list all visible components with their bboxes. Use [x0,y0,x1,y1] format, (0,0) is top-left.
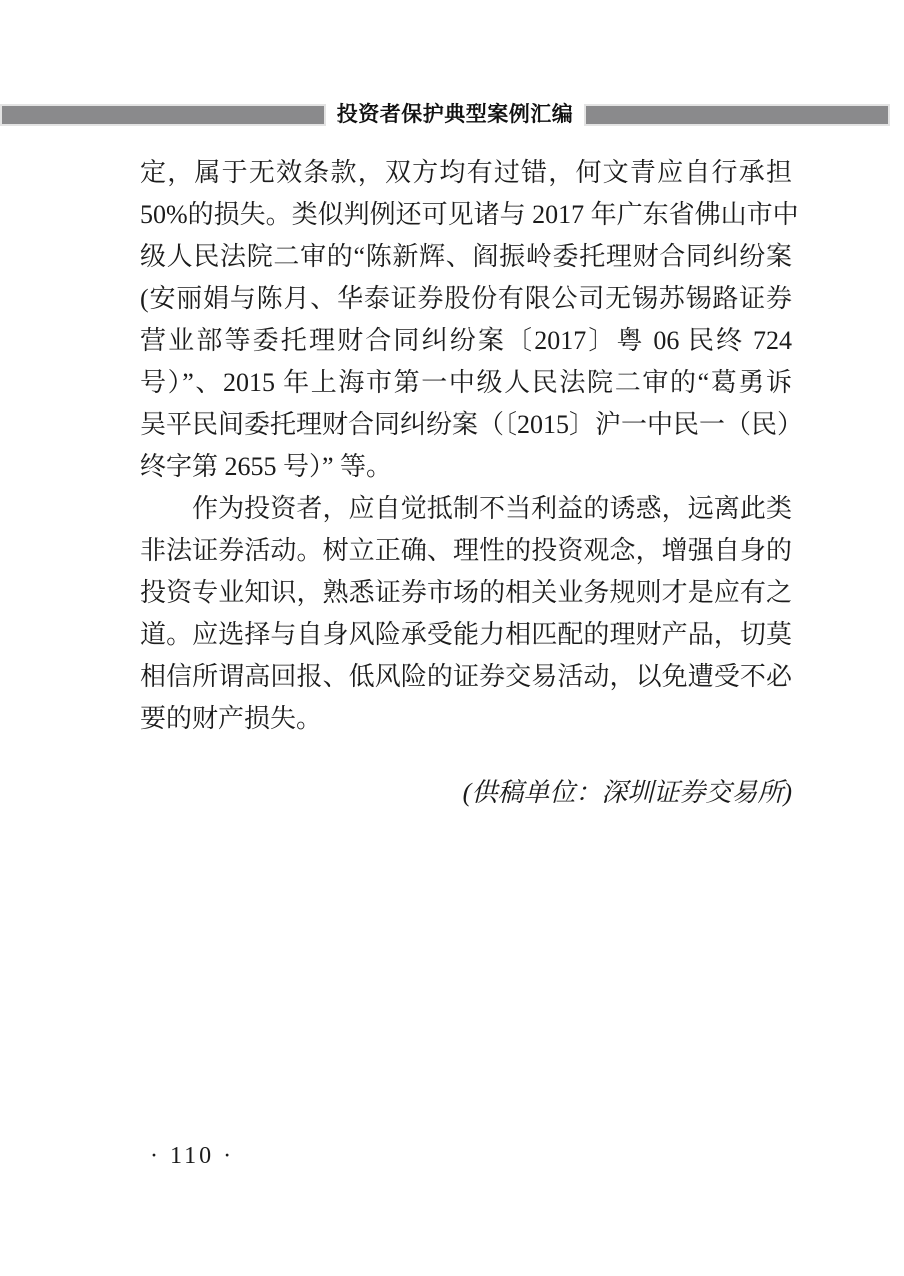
paragraph-1 [140,152,804,488]
text-line: 吴平民间委托理财合同纠纷案（〔2015〕沪一中民一（民） [140,410,804,439]
text-line: 级人民法院二审的“陈新辉、阎振岭委托理财合同纠纷案 [140,242,792,271]
text-line: 要的财产损失。 [140,704,323,733]
running-header-title: 投资者保护典型案例汇编 [336,103,574,126]
paragraph-2 [140,488,792,740]
text-line: 50%的损失。类似判例还可见诸与 2017 年广东省佛山市中 [140,200,799,229]
text-line: 非法证券活动。树立正确、理性的投资观念，增强自身的 [140,536,792,565]
header-rule-right [584,104,890,126]
text-line: 相信所谓高回报、低风险的证券交易活动，以免遭受不必 [140,662,792,691]
text-line: 号）”、2015 年上海市第一中级人民法院二审的“葛勇诉 [140,368,792,397]
header-rule-left [0,104,326,126]
text-line: (安丽娟与陈月、华泰证券股份有限公司无锡苏锡路证券 [140,284,792,313]
page-number: · 110 · [150,1143,235,1169]
text-line: 作为投资者，应自觉抵制不当利益的诱惑，远离此类 [192,494,792,523]
text-line: 道。应选择与自身风险承受能力相匹配的理财产品，切莫 [140,620,792,649]
text-line: 营业部等委托理财合同纠纷案〔2017〕粤 06 民终 724 [140,326,792,355]
text-line: 定，属于无效条款，双方均有过错，何文青应自行承担 [140,158,792,187]
text-line: 终字第 2655 号）” 等。 [140,452,393,481]
text-line: 投资专业知识，熟悉证券市场的相关业务规则才是应有之 [140,578,792,607]
attribution-line: (供稿单位：深圳证券交易所) [462,778,792,807]
body-text [140,152,804,740]
